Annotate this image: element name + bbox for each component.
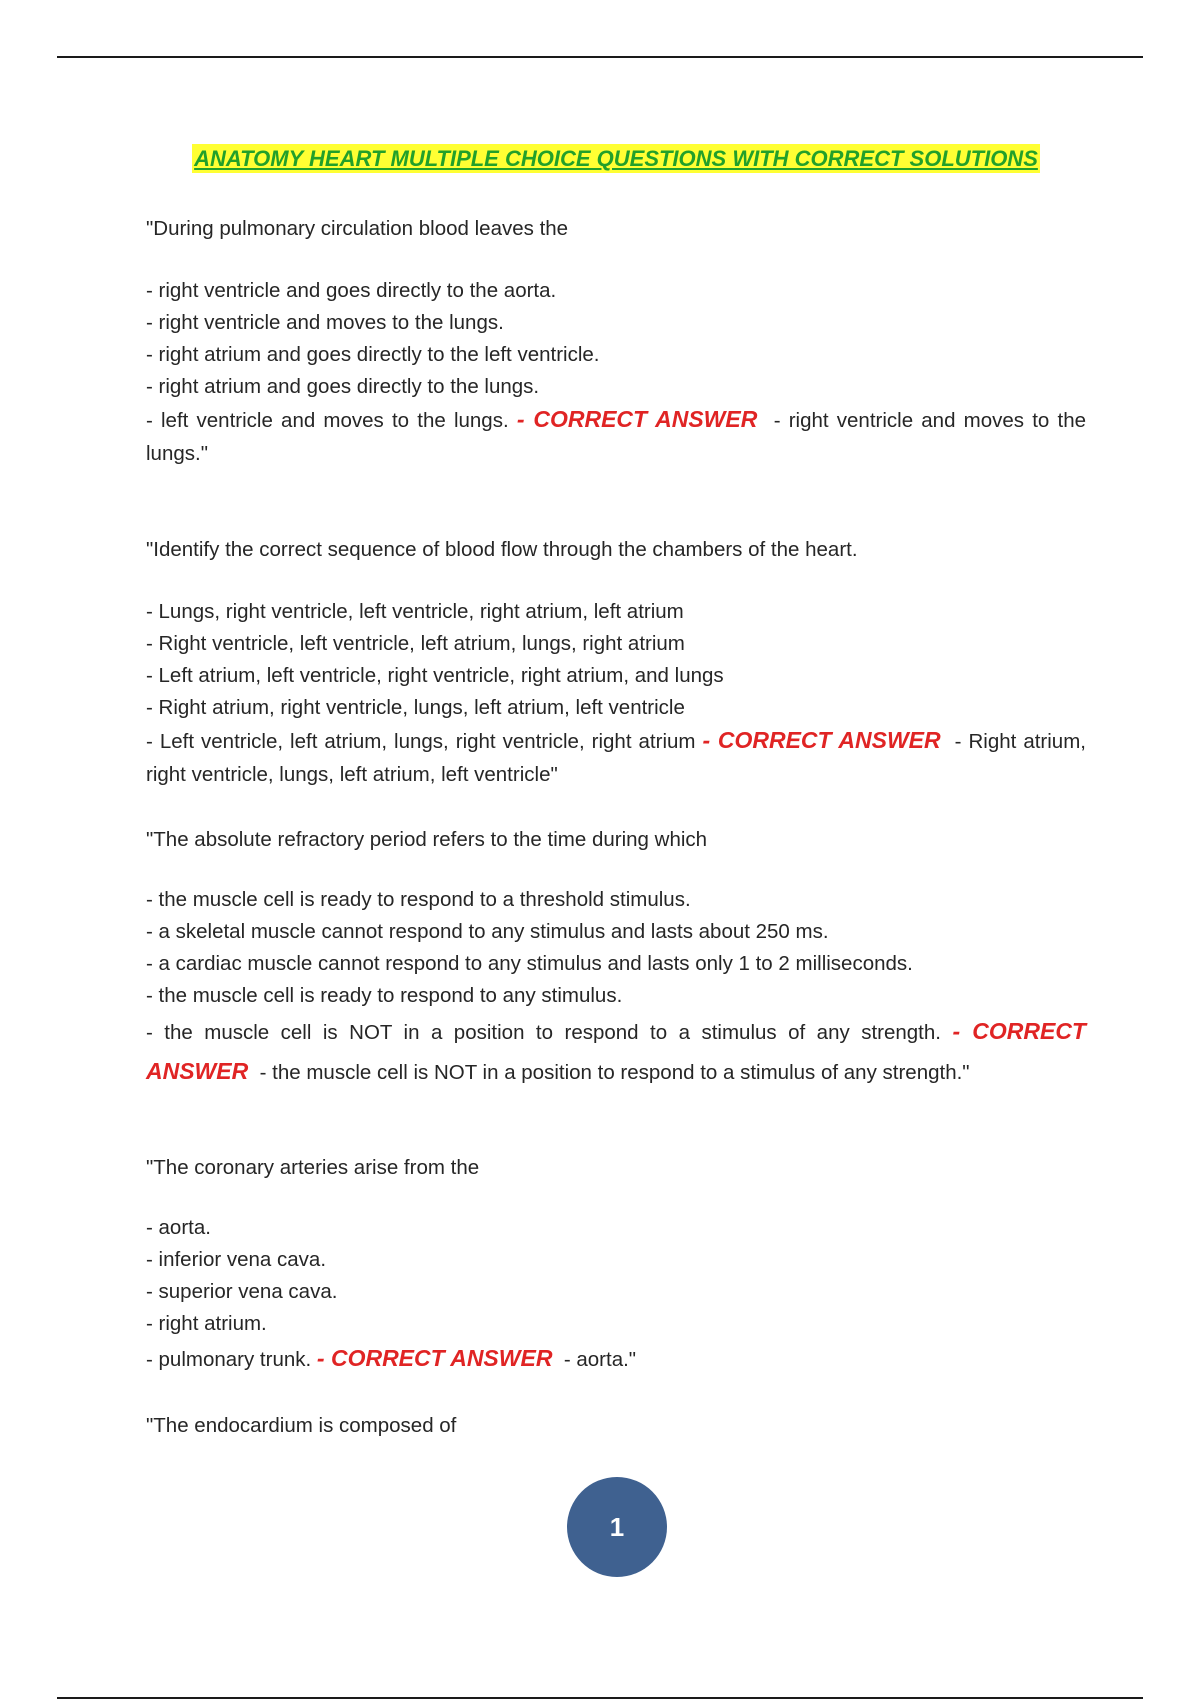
question-2-stem: "Identify the correct sequence of blood flow through the chambers of the heart. <box>146 538 858 561</box>
correct-answer-label: - CORRECT ANSWER <box>146 1018 1086 1084</box>
question-2-option-2: - Right ventricle, left ventricle, left atrium, lungs, right atrium <box>146 632 685 655</box>
question-1-option-5: - left ventricle and moves to the lungs. <box>146 409 509 432</box>
spacer <box>146 856 1086 884</box>
question-1-stem: "During pulmonary circulation blood leaves the <box>146 217 569 240</box>
question-2-answer: - Right atrium, right ventricle, lungs, left atrium, left ventricle" <box>146 730 1086 786</box>
question-4-option-5: - pulmonary trunk. <box>146 1348 312 1371</box>
question-2 <box>146 534 1086 791</box>
question-4-option-1: - aorta. <box>146 1216 211 1239</box>
question-1-answer: - right ventricle and moves to the lungs." <box>146 409 1086 465</box>
question-4-answer: - aorta." <box>563 1348 637 1371</box>
question-4-option-3: - superior vena cava. <box>146 1280 338 1303</box>
question-3-option-4: - the muscle cell is ready to respond to any stimulus. <box>146 984 623 1007</box>
question-4-option-5-with-answer <box>146 1340 1086 1376</box>
page-number-badge: 1 <box>567 1477 667 1577</box>
title-wrap <box>146 146 1086 172</box>
question-4-stem: "The coronary arteries arise from the <box>146 1156 480 1179</box>
question-2-option-5: - Left ventricle, left atrium, lungs, right ventricle, right atrium <box>146 730 696 753</box>
header-rule <box>57 56 1143 58</box>
question-3-option-5-with-answer <box>146 1012 1086 1092</box>
question-2-option-5-with-answer <box>146 724 1086 791</box>
correct-answer-label: - CORRECT ANSWER <box>702 727 941 753</box>
question-2-option-1: - Lungs, right ventricle, left ventricle, right atrium, left atrium <box>146 600 684 623</box>
question-1-option-5-with-answer <box>146 403 1086 470</box>
question-5-stem: "The endocardium is composed of <box>146 1414 457 1437</box>
correct-answer-label: - CORRECT ANSWER <box>516 406 758 432</box>
footer-rule <box>57 1697 1143 1699</box>
question-1-option-3: - right atrium and goes directly to the left ventricle. <box>146 343 600 366</box>
correct-answer-label: - CORRECT ANSWER <box>316 1345 553 1371</box>
question-2-option-4: - Right atrium, right ventricle, lungs, left atrium, left ventricle <box>146 696 685 719</box>
question-3-answer: - the muscle cell is NOT in a position to respond to a stimulus of any strength." <box>259 1061 970 1084</box>
question-3-option-2: - a skeletal muscle cannot respond to any stimulus and lasts about 250 ms. <box>146 920 829 943</box>
question-3-option-1: - the muscle cell is ready to respond to a threshold stimulus. <box>146 888 691 911</box>
question-4-option-4: - right atrium. <box>146 1312 267 1335</box>
question-4 <box>146 1152 1086 1376</box>
question-1-option-4: - right atrium and goes directly to the lungs. <box>146 375 540 398</box>
question-5 <box>146 1410 1086 1442</box>
spacer <box>146 566 1086 596</box>
question-4-option-2: - inferior vena cava. <box>146 1248 327 1271</box>
question-1-option-1: - right ventricle and goes directly to the aorta. <box>146 279 557 302</box>
document-title: ANATOMY HEART MULTIPLE CHOICE QUESTIONS WITH CORRECT SOLUTIONS <box>194 146 1038 171</box>
question-3-option-5: - the muscle cell is NOT in a position to respond to a stimulus of any strength. <box>146 1021 941 1044</box>
question-3 <box>146 824 1086 1092</box>
question-1 <box>146 213 1086 470</box>
question-3-stem: "The absolute refractory period refers to the time during which <box>146 828 708 851</box>
spacer <box>146 1184 1086 1212</box>
question-3-option-3: - a cardiac muscle cannot respond to any stimulus and lasts only 1 to 2 milliseconds. <box>146 952 913 975</box>
question-2-option-3: - Left atrium, left ventricle, right ventricle, right atrium, and lungs <box>146 664 724 687</box>
spacer <box>146 245 1086 275</box>
question-1-option-2: - right ventricle and moves to the lungs. <box>146 311 504 334</box>
